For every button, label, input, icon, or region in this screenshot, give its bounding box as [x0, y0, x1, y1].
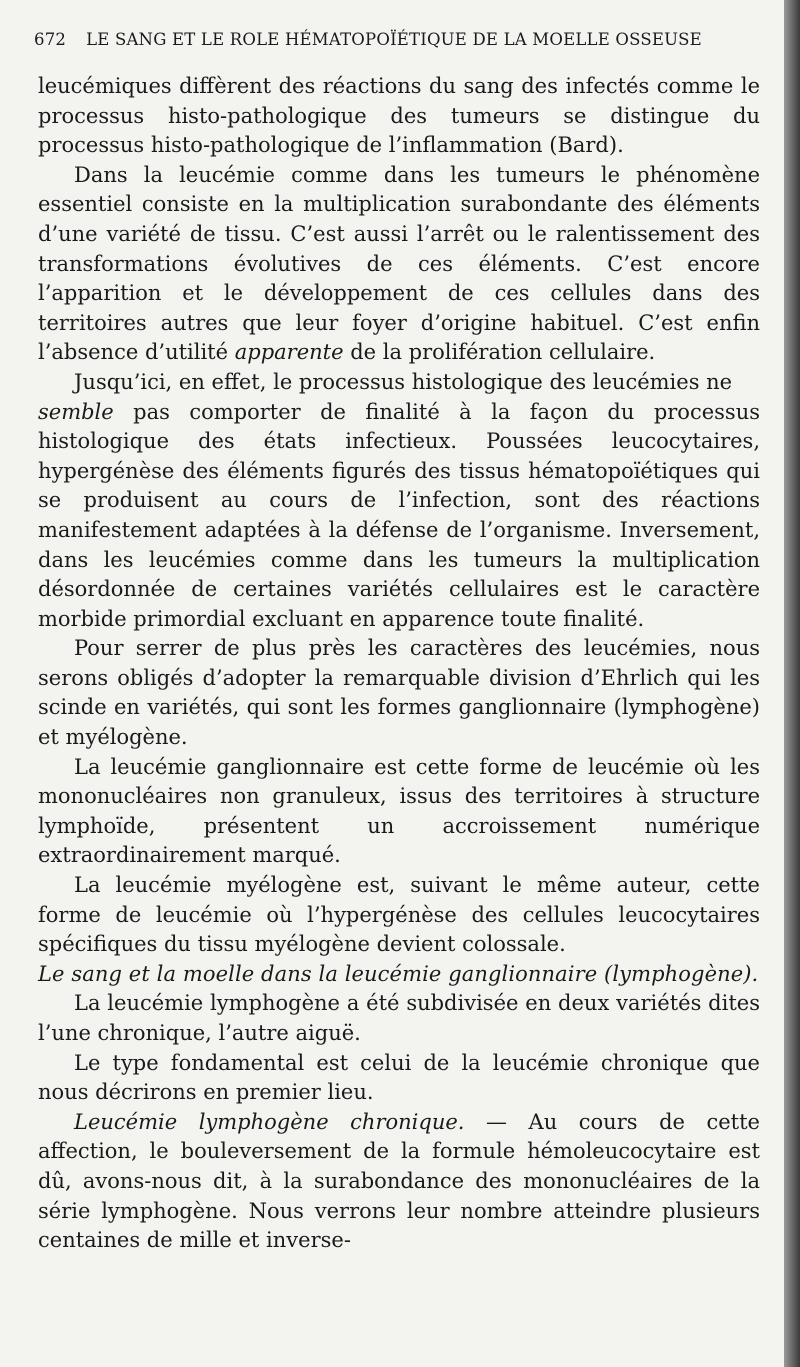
paragraph-chronic-leukemia [38, 1108, 760, 1256]
paragraph-ehrlich-division: Pour serrer de plus près les caractères des leucémies, nous serons obligés d’adopter la remarquable division d’Ehrlich qui les scinde en variétés, qui sont les formes ganglionnaire (lymphogène) et myélogène. [38, 636, 760, 750]
running-title: LE SANG ET LE ROLE HÉMATOPOÏÉTIQUE DE LA MOELLE OSSEUSE [86, 30, 702, 49]
page-number: 672 [34, 30, 67, 49]
paragraph-finality [38, 368, 760, 634]
paragraph-continued: leucémiques diffèrent des réactions du sang des infectés comme le processus histo-pathologique des tumeurs se distingue du processus histo-pathologique de l’inflammation (Bard). [38, 74, 760, 158]
paragraph-text: pas comporter de finalité à la façon du processus histologique des états infectieux. Poussées leucocytaires, hypergénèse des éléments figurés des tissus hématopoïétiques qui se produisent au cours de l’infection, sont des réactions manifestement adaptées à la défense de l’organisme. Inversement, dans les leucémies comme dans les tumeurs la multiplication désordonnée de certaines variétés cellulaires est le caractère morbide primordial excluant en apparence toute finalité. [38, 399, 760, 631]
paragraph-subdivision: La leucémie lymphogène a été subdivisée en deux variétés dites l’une chronique, l’autre aiguë. [38, 991, 760, 1045]
paragraph-fundamental-type: Le type fondamental est celui de la leucémie chronique que nous décrirons en premier lieu. [38, 1050, 760, 1105]
paragraph-text: Jusqu’ici, en effet, le processus histologique des leucémies ne [74, 369, 733, 394]
paragraph-text: Dans la leucémie comme dans les tumeurs le phénomène essentiel consiste en la multiplication surabondante des éléments d’une variété de tissu. C’est aussi l’arrêt ou le ralentissement des transformations évolutives de ces éléments. C’est encore l’apparition et le développement de ces cellules dans des territoires autres que leur foyer d’origine habituel. C’est enfin l’absence d’utilité [38, 162, 760, 365]
paragraph-text: de la prolifération cellulaire. [350, 340, 656, 365]
section-heading: Le sang et la moelle dans la leucémie ganglionnaire (lymphogène). [38, 961, 759, 986]
emphasis-apparente: apparente [234, 340, 344, 365]
emphasis-semble: semble [38, 399, 114, 424]
section-body [38, 989, 760, 1255]
page-edge-shadow [784, 0, 800, 1367]
paragraph-myelogene: La leucémie myélogène est, suivant le même auteur, cette forme de leucémie où l’hypergénèse des cellules leucocytaires spécifiques du tissu myélogène devient colossale. [38, 873, 760, 957]
paragraph-text: — Au cours de cette affection, le bouleversement de la formule hémoleucocytaire est dû, avons-nous dit, à la surabondance des mononucléaires de la série lymphogène. Nous verrons leur nombre atteindre plusieurs centaines de mille et inverse- [38, 1109, 760, 1253]
paragraph-tumor-comparison [38, 161, 760, 368]
running-header [34, 30, 714, 60]
body-text [38, 72, 760, 1256]
paragraph-ganglionnaire: La leucémie ganglionnaire est cette forme de leucémie où les mononucléaires non granuleux, issus des territoires à structure lymphoïde, présentent un accroissement numérique extraordinairement marqué. [38, 754, 760, 868]
subsection-title: Leucémie lymphogène chronique. [74, 1109, 465, 1134]
